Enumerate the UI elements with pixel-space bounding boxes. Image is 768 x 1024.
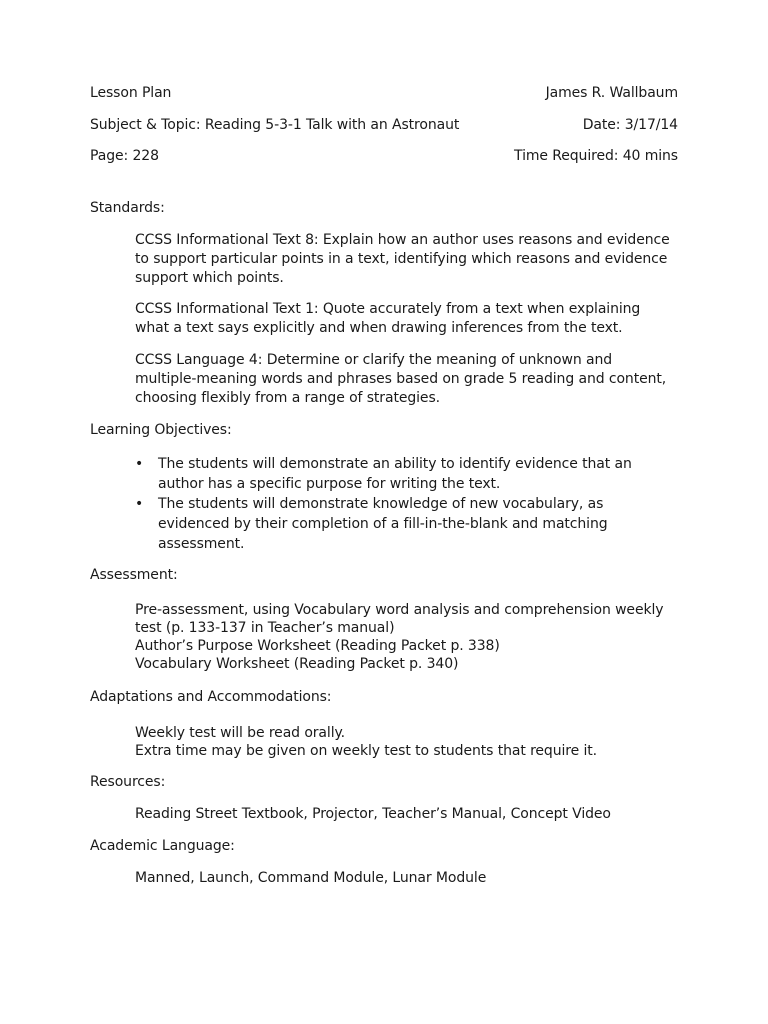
standard-line: CCSS Language 4: Determine or clarify the meaning of unknown and (135, 352, 613, 368)
standard-line: what a text says explicitly and when drawing inferences from the text. (135, 320, 623, 336)
header-row-2 (90, 116, 678, 134)
assessment-line: Pre-assessment, using Vocabulary word analysis and comprehension weekly (135, 602, 664, 618)
objective-line: The students will demonstrate knowledge of new vocabulary, as (158, 496, 604, 512)
time-required: Time Required: 40 mins (514, 148, 678, 164)
objective-line: The students will demonstrate an ability to identify evidence that an (158, 456, 632, 472)
adaptations-block (135, 724, 695, 760)
standard-item (135, 300, 695, 338)
standard-line: CCSS Informational Text 8: Explain how an author uses reasons and evidence (135, 232, 670, 248)
adaptation-line: Extra time may be given on weekly test to students that require it. (135, 743, 598, 759)
objective-line: evidenced by their completion of a fill-in-the-blank and matching (158, 516, 608, 532)
standard-line: multiple-meaning words and phrases based on grade 5 reading and content, (135, 371, 667, 387)
doc-type-label: Lesson Plan (90, 85, 172, 101)
adaptation-line: Weekly test will be read orally. (135, 725, 346, 741)
page-number: Page: 228 (90, 148, 159, 164)
standard-item (135, 351, 695, 408)
assessment-line: Vocabulary Worksheet (Reading Packet p. 340) (135, 656, 459, 672)
lesson-date: Date: 3/17/14 (582, 117, 678, 133)
subject-topic: Subject & Topic: Reading 5-3-1 Talk with an Astronaut (90, 117, 460, 133)
standard-line: to support particular points in a text, identifying which reasons and evidence (135, 251, 668, 267)
bullet-icon: • (135, 496, 144, 512)
standard-line: CCSS Informational Text 1: Quote accurately from a text when explaining (135, 301, 641, 317)
standard-item (135, 231, 695, 288)
assessment-line: test (p. 133-137 in Teacher’s manual) (135, 620, 395, 636)
academic-language-heading: Academic Language: (90, 838, 235, 854)
header-row-1 (90, 84, 678, 102)
author-name: James R. Wallbaum (545, 85, 678, 101)
assessment-heading: Assessment: (90, 567, 178, 583)
objective-line: assessment. (158, 536, 245, 552)
assessment-block (135, 601, 695, 673)
bullet-icon: • (135, 456, 144, 472)
resources-heading: Resources: (90, 774, 166, 790)
objectives-list (135, 454, 695, 554)
assessment-line: Author’s Purpose Worksheet (Reading Packet p. 338) (135, 638, 500, 654)
adaptations-heading: Adaptations and Accommodations: (90, 689, 332, 705)
header-row-3 (90, 147, 678, 165)
resources-text: Reading Street Textbook, Projector, Teacher’s Manual, Concept Video (135, 806, 611, 822)
standards-heading: Standards: (90, 200, 165, 216)
standard-line: support which points. (135, 270, 284, 286)
list-item (135, 454, 695, 494)
objective-line: author has a specific purpose for writing the text. (158, 476, 501, 492)
list-item (135, 494, 695, 554)
objectives-heading: Learning Objectives: (90, 422, 232, 438)
standard-line: choosing flexibly from a range of strategies. (135, 390, 440, 406)
academic-language-text: Manned, Launch, Command Module, Lunar Module (135, 870, 487, 886)
